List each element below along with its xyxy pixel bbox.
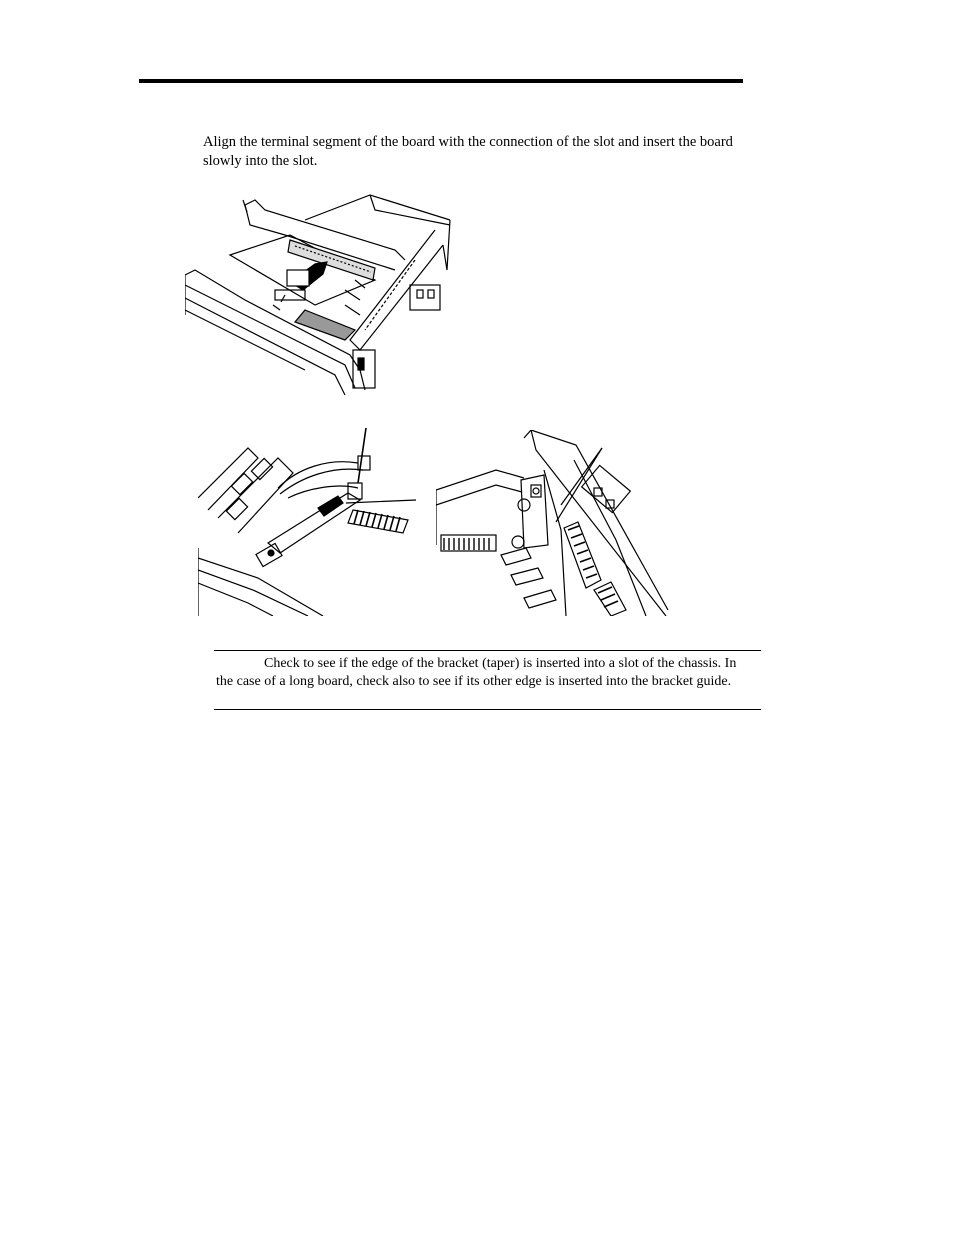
board-insertion-illustration	[185, 190, 455, 400]
bracket-detail-illustration	[198, 428, 416, 616]
instruction-paragraph: Align the terminal segment of the board with the connection of the slot and insert the board slowly into the slot.	[203, 134, 733, 169]
note-box	[214, 650, 761, 710]
note-text: Check to see if the edge of the bracket (taper) is inserted into a slot of the chassis. In the case of a long board, check also to see if its other edge is inserted into the bracket guide.	[216, 656, 737, 689]
header-rule	[139, 79, 743, 83]
bracket-guide-illustration	[436, 430, 672, 616]
